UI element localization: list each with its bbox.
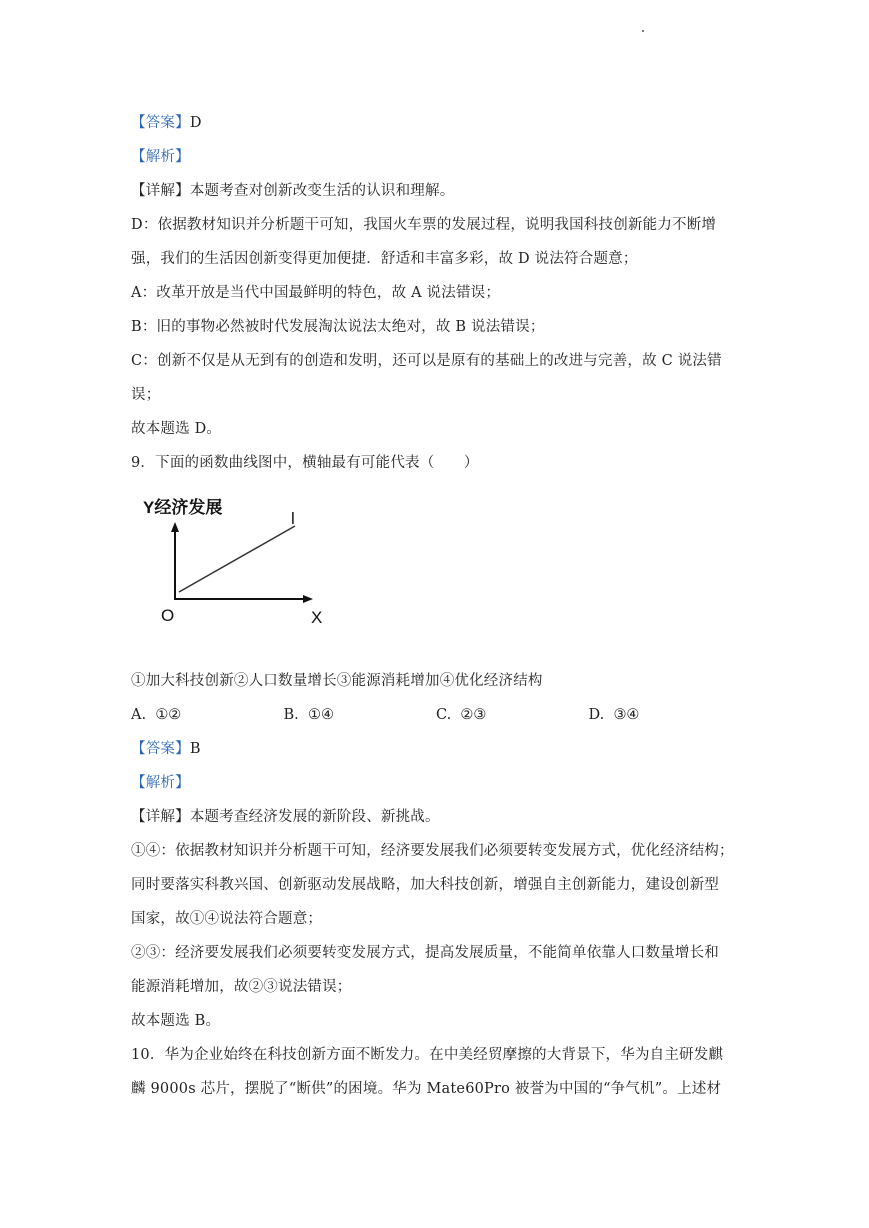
graph-y-label: Y经济发展 bbox=[143, 498, 223, 517]
function-graph-svg bbox=[131, 480, 351, 664]
q10-line-1: 10．华为企业始终在科技创新方面不断发力。在中美经贸摩擦的大背景下，华为自主研发麒 bbox=[131, 1047, 724, 1063]
q9-p2-line-2: 能源消耗增加，故②③说法错误； bbox=[131, 979, 352, 995]
answer-value: B bbox=[189, 741, 201, 757]
q9-detail-line bbox=[131, 800, 741, 834]
detail-text: 本题考查经济发展的新阶段、新挑战。 bbox=[189, 809, 440, 825]
option-d: D. ③④ bbox=[588, 707, 640, 723]
graph-origin-label: O bbox=[161, 606, 175, 625]
graph-x-label: X bbox=[311, 608, 323, 627]
q9-p1-line-3: 国家，故①④说法符合题意； bbox=[131, 911, 323, 927]
detail-tag: 【详解】 bbox=[131, 809, 190, 825]
q9-p2-line-1: ②③：经济要发展我们必须要转变发展方式，提高发展质量，不能简单依靠人口数量增长和 bbox=[131, 945, 719, 961]
q9-function-graph bbox=[131, 480, 741, 664]
q8-detail-line bbox=[131, 174, 741, 208]
answer-value: D bbox=[189, 115, 202, 131]
q8-a-line: A：改革开放是当代中国最鲜明的特色，故 A 说法错误； bbox=[131, 285, 501, 301]
analysis-tag: 【解析】 bbox=[131, 775, 190, 791]
graph-y-arrow bbox=[171, 522, 179, 532]
q9-answer-line bbox=[131, 732, 741, 766]
q8-d-line-1: D：依据教材知识并分析题干可知，我国火车票的发展过程，说明我国科技创新能力不断增 bbox=[131, 217, 717, 233]
detail-text: 本题考查对创新改变生活的认识和理解。 bbox=[189, 183, 455, 199]
q9-p1-line-1: ①④：依据教材知识并分析题干可知，经济要发展我们必须要转变发展方式，优化经济结构； bbox=[131, 843, 734, 859]
option-b: B. ①④ bbox=[283, 707, 334, 723]
q8-c-line-2: 误； bbox=[131, 387, 161, 403]
option-c: C. ②③ bbox=[436, 707, 487, 723]
q9-stem: 9．下面的函数曲线图中，横轴最有可能代表（ ） bbox=[131, 455, 479, 471]
q10-line-2: 麟 9000s 芯片，摆脱了“断供”的困境。华为 Mate60Pro 被誉为中国的“争气机”。上述材 bbox=[131, 1081, 722, 1097]
q9-p1-line-2: 同时要落实科教兴国、创新驱动发展战略，加大科技创新，增强自主创新能力，建设创新型 bbox=[131, 877, 719, 893]
option-a: A. ①② bbox=[131, 707, 182, 723]
detail-tag: 【详解】 bbox=[131, 183, 190, 199]
analysis-tag: 【解析】 bbox=[131, 149, 190, 165]
q8-c-line-1: C：创新不仅是从无到有的创造和发明，还可以是原有的基础上的改进与完善，故 C 说法错 bbox=[131, 353, 722, 369]
q8-b-line: B：旧的事物必然被时代发展淘汰说法太绝对，故 B 说法错误； bbox=[131, 319, 545, 335]
page-dot-mark bbox=[642, 30, 644, 32]
graph-x-arrow bbox=[303, 595, 313, 603]
q9-options bbox=[131, 698, 741, 732]
answer-tag: 【答案】 bbox=[131, 115, 190, 131]
graph-line-label: l bbox=[291, 509, 295, 528]
q8-d-line-2: 强，我们的生活因创新变得更加便捷．舒适和丰富多彩，故 D 说法符合题意； bbox=[131, 251, 638, 267]
answer-tag: 【答案】 bbox=[131, 741, 190, 757]
q8-answer-line bbox=[131, 106, 741, 140]
q9-analysis-line bbox=[131, 766, 741, 800]
q9-conclusion: 故本题选 B。 bbox=[131, 1013, 221, 1029]
q8-conclusion: 故本题选 D。 bbox=[131, 421, 222, 437]
document-page bbox=[131, 106, 741, 1106]
graph-function-line bbox=[179, 526, 295, 592]
q8-analysis-line bbox=[131, 140, 741, 174]
q9-choices-text: ①加大科技创新②人口数量增长③能源消耗增加④优化经济结构 bbox=[131, 673, 543, 689]
